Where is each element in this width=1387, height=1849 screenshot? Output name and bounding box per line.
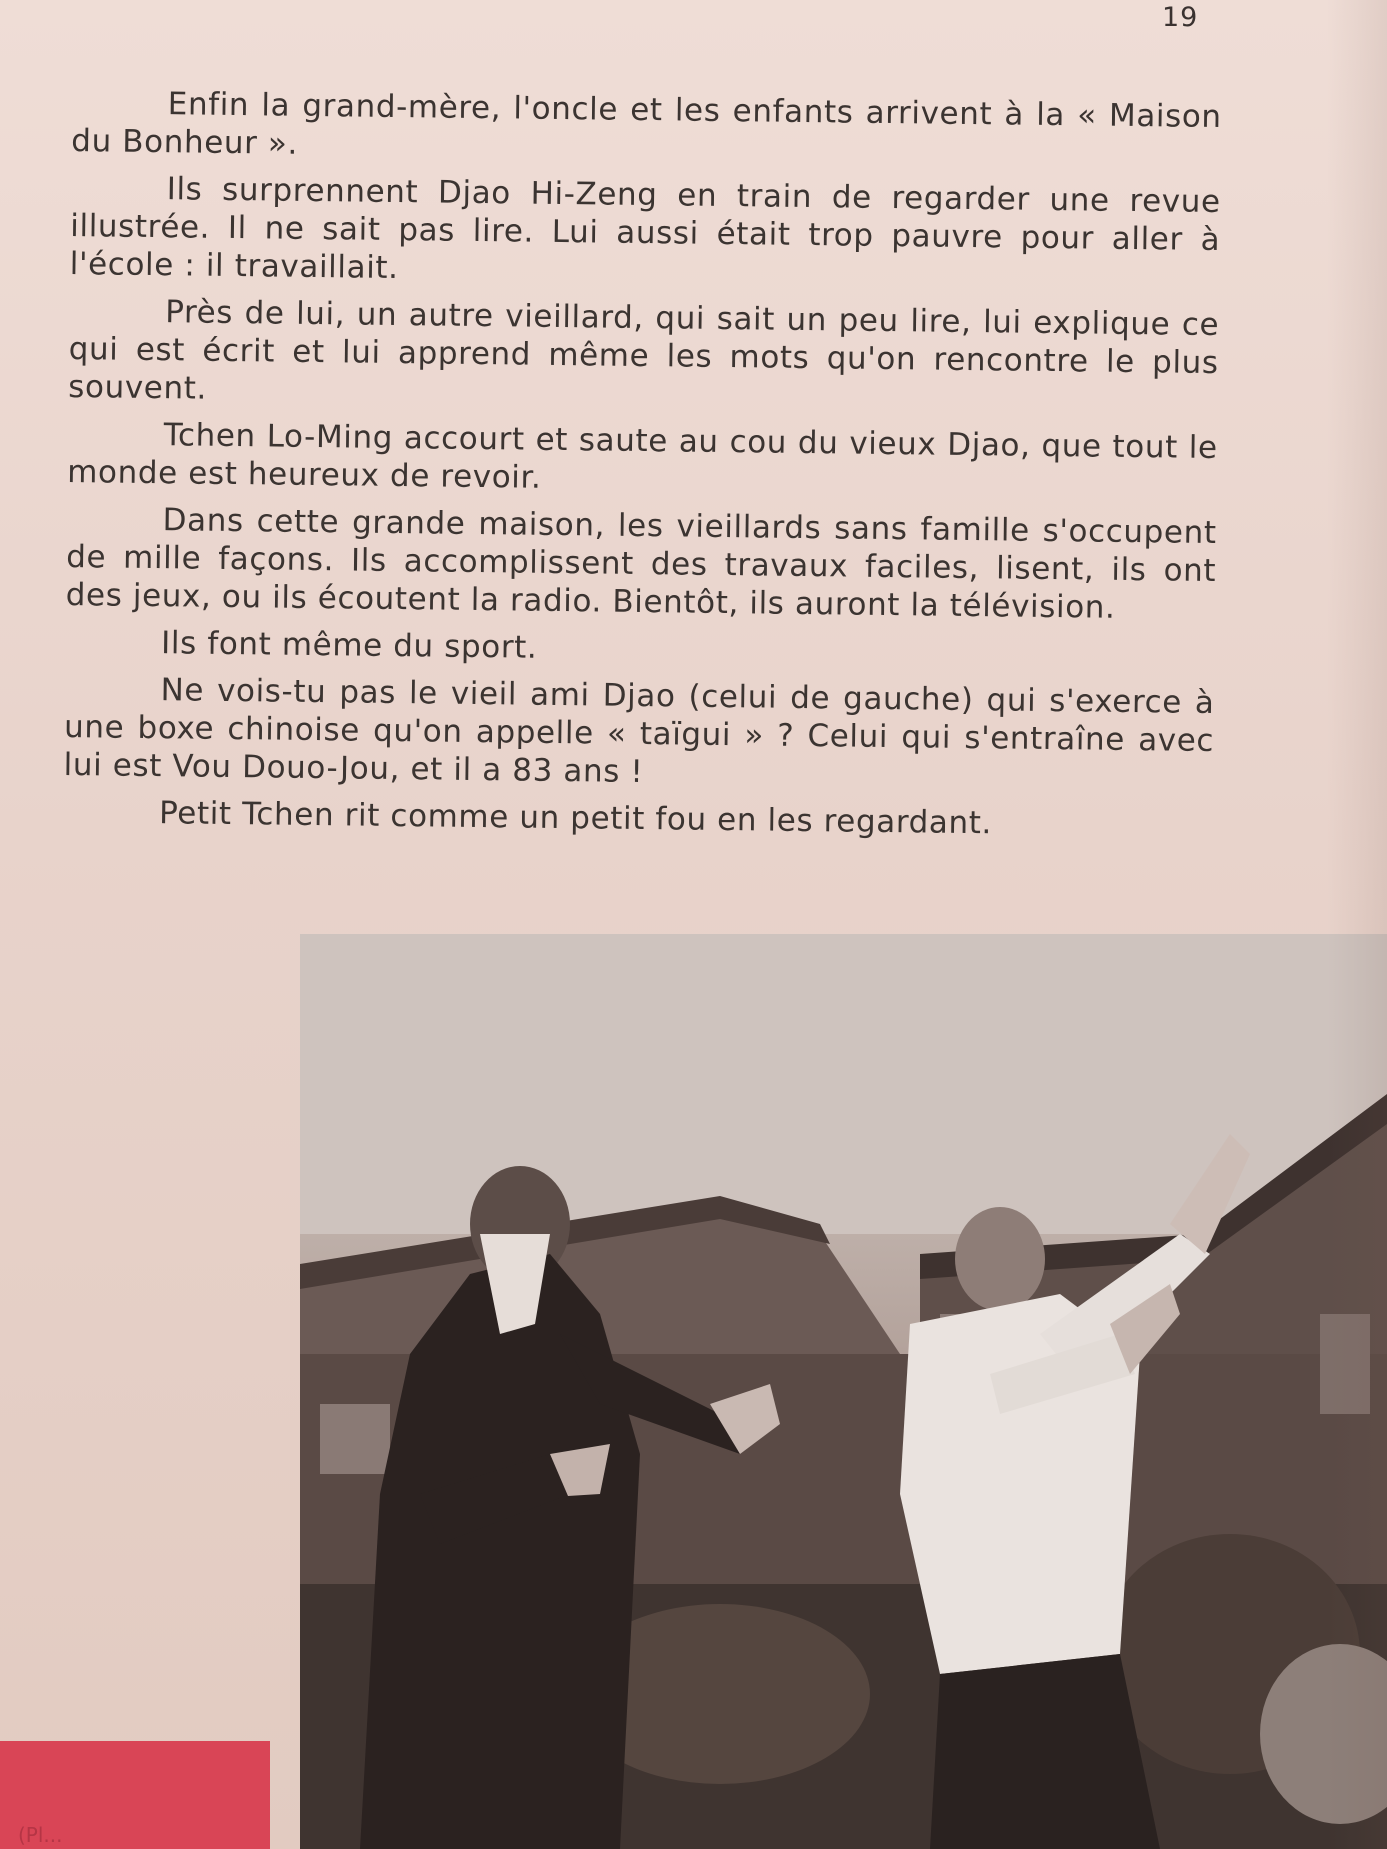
body-text <box>63 84 1222 854</box>
paragraph: Tchen Lo-Ming accourt et saute au cou du vieux Djao, que tout le monde est heureux de revoir. <box>67 417 1218 496</box>
red-block-label: (Pl... <box>18 1823 63 1847</box>
red-color-block <box>0 1741 270 1849</box>
paragraph: Dans cette grande maison, les vieillards sans famille s'occupent de mille façons. Ils accomplissent des travaux faciles, lisent, ils ont des jeux, ou ils écoutent la radio. Bientôt, ils auront la télévision. <box>65 502 1217 626</box>
photograph-two-old-men-taichi <box>300 934 1387 1849</box>
paragraph: Près de lui, un autre vieillard, qui sait un peu lire, lui explique ce qui est écrit et lui apprend même les mots qu'on rencontre le plus souvent. <box>68 294 1220 407</box>
photo-illustration <box>300 934 1387 1849</box>
paragraph: Ils font même du sport. <box>160 625 538 666</box>
paragraph: Petit Tchen rit comme un petit fou en les regardant. <box>158 795 993 842</box>
page-number: 19 <box>1162 2 1199 33</box>
paragraph: Enfin la grand-mère, l'oncle et les enfants arrivent à la « Maison du Bonheur ». <box>71 86 1222 162</box>
paragraph: Ne vois-tu pas le vieil ami Djao (celui de gauche) qui s'exerce à une boxe chinoise qu'on appelle « taïgui » ? Celui qui s'entraîne avec lui est Vou Douo-Jou, et il a 83 ans ! <box>63 672 1215 791</box>
paragraph: Ils surprennent Djao Hi-Zeng en train de regarder une revue illustrée. Il ne sait pas lire. Lui aussi était trop pauvre pour aller à l'école : il travaillait. <box>69 171 1221 287</box>
